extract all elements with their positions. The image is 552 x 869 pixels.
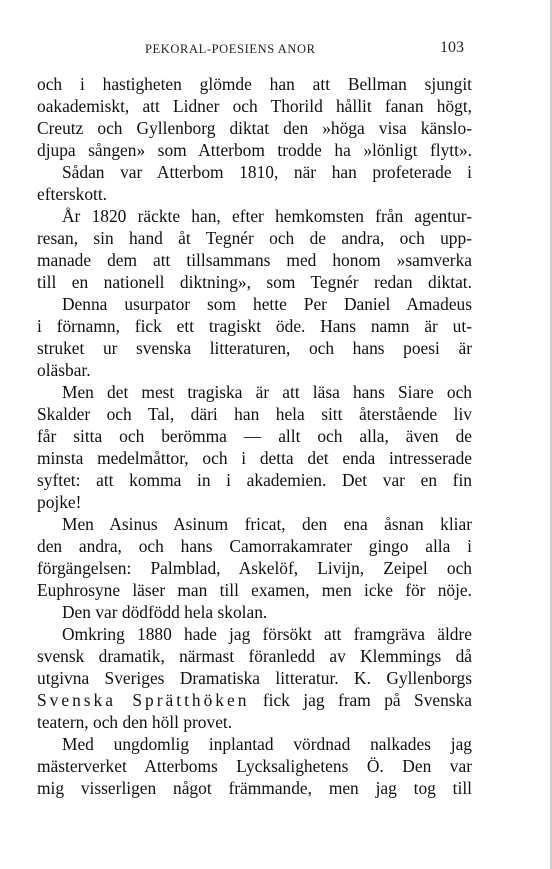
text-line: minsta medelmåttor, och i detta det enda intresserade	[37, 448, 472, 468]
text-line: mästerverket Atterboms Lycksalighetens Ö. Den var	[37, 756, 472, 776]
paragraph-first-line: Men det mest tragiska är att läsa hans Siare och	[62, 382, 472, 402]
page-number: 103	[440, 39, 464, 56]
text-line: och i hastigheten glömde han att Bellman sjungit	[37, 74, 472, 94]
text-line: förgängelsen: Palmblad, Askelöf, Livijn, Zeipel och	[37, 558, 472, 578]
line-remainder: fick jag fram på Svenska	[262, 690, 472, 710]
text-line: den andra, och hans Camorrakamrater gingo alla i	[37, 536, 472, 556]
paragraph-last-line: teatern, och den höll provet.	[37, 712, 233, 732]
text-line: struket ur svenska litteraturen, och hans poesi är	[37, 338, 472, 358]
text-line: syftet: att komma in i akademien. Det var en fin	[37, 470, 472, 490]
text-line: till en nationell diktning», som Tegnér redan diktat.	[37, 272, 472, 292]
text-line: i förnamn, fick ett tragiskt öde. Hans namn är ut-	[37, 316, 472, 336]
paragraph-first-line: Omkring 1880 hade jag försökt att framgräva äldre	[62, 624, 472, 644]
text-line: Euphrosyne läser man till examen, men icke för nöje.	[37, 580, 472, 600]
paragraph-first-line: Med ungdomlig inplantad vördnad nalkades jag	[62, 734, 472, 754]
text-line-with-spaced-title	[37, 689, 472, 711]
text-line: får sitta och berömma — allt och alla, även de	[37, 426, 472, 446]
paragraph-last-line: efterskott.	[37, 184, 108, 204]
text-line: djupa sången» som Atterbom trodde ha »lönligt flytt».	[37, 140, 472, 160]
text-line: mig visserligen något främmande, men jag tog till	[37, 778, 472, 798]
text-line: Skalder och Tal, däri han hela sitt återstående liv	[37, 404, 472, 424]
text-line: manade dem att tillsammans med honom »samverka	[37, 250, 472, 270]
text-line: resan, sin hand åt Tegnér och de andra, och upp-	[37, 228, 472, 248]
paragraph-first-line: År 1820 räckte han, efter hemkomsten från agentur-	[62, 206, 472, 226]
text-line: utgivna Sveriges Dramatiska litteratur. K. Gyllenborgs	[37, 668, 472, 688]
spaced-play-title: Svenska Sprätthöken	[37, 690, 250, 710]
paragraph-last-line: pojke!	[37, 492, 82, 512]
paragraph-last-line: oläsbar.	[37, 360, 91, 380]
paragraph-single-line: Den var dödfödd hela skolan.	[62, 602, 268, 622]
running-head-title: PEKORAL-POESIENS ANOR	[145, 42, 316, 56]
paragraph-first-line: Sådan var Atterbom 1810, när han profeterade i	[62, 162, 472, 182]
text-line: svensk dramatik, närmast föranledd av Klemmings då	[37, 646, 472, 666]
text-line: Creutz och Gyllenborg diktat den »höga visa känslo-	[37, 118, 472, 138]
body-text	[37, 73, 472, 799]
paragraph-first-line: Men Asinus Asinum fricat, den ena åsnan kliar	[62, 514, 472, 534]
text-line: oakademiskt, att Lidner och Thorild hållit fanan högt,	[37, 96, 472, 116]
paragraph-first-line: Denna usurpator som hette Per Daniel Amadeus	[62, 294, 472, 314]
